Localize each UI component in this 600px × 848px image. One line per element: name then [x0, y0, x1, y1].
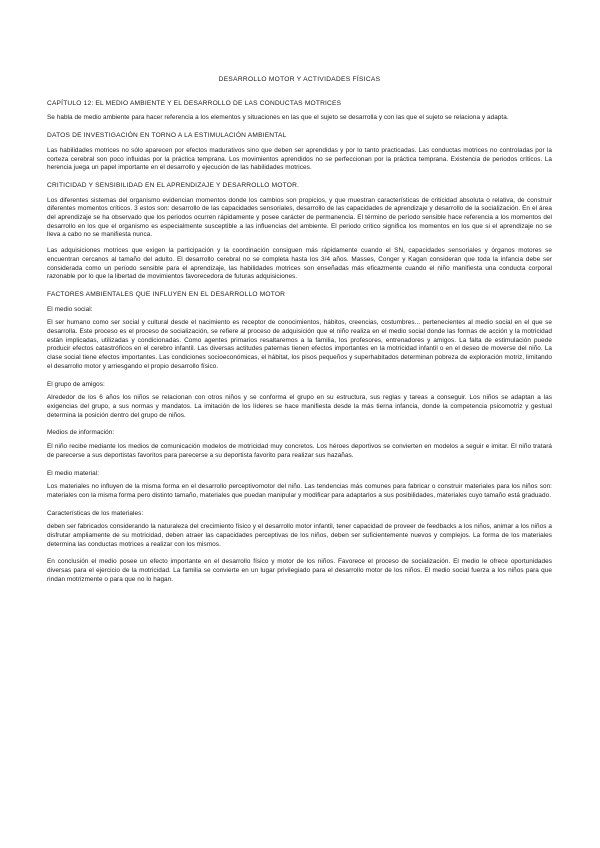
section-heading-criticidad: CRITICIDAD Y SENSIBILIDAD EN EL APRENDIZAJE Y DESARROLLO MOTOR.	[47, 181, 300, 189]
paragraph-conclusion: En conclusión el medio posee un efecto importante en el desarrollo físico y motor de los niños. Favorece el proceso de socialización. El medio le ofrece oportunidades diversas para el ejercicio de la motricidad. La familia se convierte en un lugar privilegiado para el desarrollo motor de los niños. El medio social fuerza a los niños para que rindan motrizmente o para que no lo hagan.	[47, 558, 552, 583]
section-heading-factores: FACTORES AMBIENTALES QUE INFLUYEN EN EL DESARROLLO MOTOR	[47, 290, 286, 298]
paragraph-medio-social: El ser humano como ser social y cultural desde el nacimiento es receptor de conocimientos, hábitos, creencias, costumbres... pertenecientes al medio social en el que se desarrolla. Este proceso es el proceso de socialización, se refiere al proceso de adquisición que el niño realiza en el medio social donde las formas de acción y la motricidad están implicadas, utilizadas y condicionadas. Como agentes primarios resaltaremos a la familia, los profesores, entrenadores y amigos. La falta de estimulación puede producir efectos catastróficos en el cerebro infantil. Las diversas actitudes paternas tienen efectos importantes en la motricidad infantil o en el deseo de moverse del niño. La clase social tiene efectos importantes. Las condiciones socioeconómicas, el hábitat, los pisos pequeños y superhabitados determinan pobreza de exploración motriz, limitando el desarrollo motor y arriesgando el propio desarrollo físico.	[47, 319, 552, 370]
paragraph-estimulacion: Las habilidades motrices no sólo aparecen por efectos madurativos sino que deben ser aprendidas y por lo tanto practicadas. Las conductas motrices no controladas por la corteza cerebral son poco influidas por la práctica temprana. Los movimientos aprendidos no se perfeccionan por la práctica temprana. Existencia de periodos críticos. La herencia juega un papel importante en el desarrollo y ejecución de las habilidades motrices.	[47, 146, 552, 172]
paragraph-caracteristicas-materiales: deben ser fabricados considerando la naturaleza del crecimiento físico y el desarrollo motor infantil, tener capacidad de proveer de feedbacks a los niños, animar a los niños a disfrutar ampliamente de su motricidad, deben atraer las capacidades perceptivas de los niños, deben ser suficientemente nuevos y complejos. La forma de los materiales determina las conductas motrices a realizar con los mismos.	[47, 523, 552, 548]
paragraph-medio-material: Los materiales no influyen de la misma forma en el desarrollo perceptivomotor del niño. Las tendencias más comunes para fabricar o construir materiales para los niños son: materiales con la misma forma pero distinto tamaño, materiales que puedan manipular y modificar para adaptarlos a sus posibilidades, materiales cuyo tamaño está graduado.	[47, 483, 552, 499]
section-heading-estimulacion: DATOS DE INVESTIGACIÓN EN TORNO A LA ESTIMULACIÓN AMBIENTAL	[47, 132, 287, 140]
paragraph-criticidad-2: Las adquisiciones motrices que exigen la participación y la coordinación consiguen más rápidamente cuando el SN, capacidades sensoriales y órganos motores se encuentran cercanos al tamaño del adulto. El desarrollo cerebral no se completa hasta los 3/4 años. Masses, Conger y Kagan consideran que toda la infancia debe ser considerada como un período sensible para el aprendizaje, las habilidades motrices son enseñadas más eficazmente cuando el niño manifiesta una conducta corporal razonable por lo que la libertad de movimientos favorecedora de futuras adquisiciones.	[47, 247, 552, 281]
subheading-caracteristicas-materiales: Características de los materiales:	[47, 509, 144, 517]
subheading-medio-social: El medio social:	[47, 305, 93, 313]
subheading-medios-informacion: Medios de información:	[47, 429, 115, 437]
paragraph-criticidad-1: Los diferentes sistemas del organismo evidencian momentos donde los cambios son propicios, y que muestran características de criticidad absoluta o relativa, de construir diferentes momentos críticos. 3 estos son: desarrollo de las capacidades sensoriales, desarrollo de las capacidades de aprendizaje y desarrollo de la socialización. En el área del aprendizaje se ha observado que los periodos ocurren rápidamente y posee carácter de permanencia. El término de período sensible hace referencia a los momentos del desarrollo en los que el organismo es especialmente susceptible a las influencias del ambiente. El periodo crítico significa los momentos en los que si el aprendizaje no se lleva a cabo no se manifiesta nunca.	[47, 196, 552, 239]
subheading-grupo-amigos: El grupo de amigos:	[47, 380, 105, 388]
paragraph-medios-informacion: El niño recibe mediante los medios de comunicación modelos de motricidad muy concretos. Los héroes deportivos se convierten en modelos a seguir e imitar. El niño tratará de parecerse a sus deportistas favoritos para parecerse a su deportista favorito para realizar sus hazañas.	[47, 443, 552, 459]
document-title: DESARROLLO MOTOR Y ACTIVIDADES FÍSICAS	[218, 76, 381, 83]
intro-paragraph: Se habla de medio ambiente para hacer referencia a los elementos y situaciones en las que el sujeto se desarrolla y con las que el sujeto se relaciona y adapta.	[47, 114, 509, 122]
subheading-medio-material: El medio material:	[47, 469, 100, 477]
chapter-heading: CAPÍTULO 12: EL MEDIO AMBIENTE Y EL DESARROLLO DE LAS CONDUCTAS MOTRICES	[47, 99, 342, 107]
paragraph-grupo-amigos: Alrededor de los 6 años los niños se relacionan con otros niños y se conforma el grupo en su estructura, sus reglas y tareas a conseguir. Los niños se adaptan a las exigencias del grupo, a sus normas y mandatos. La imitación de los líderes se hace manifiesta desde la más tierna infancia, donde la competencia psicomotriz y gestual determina la posición dentro del grupo de niños.	[47, 394, 552, 419]
